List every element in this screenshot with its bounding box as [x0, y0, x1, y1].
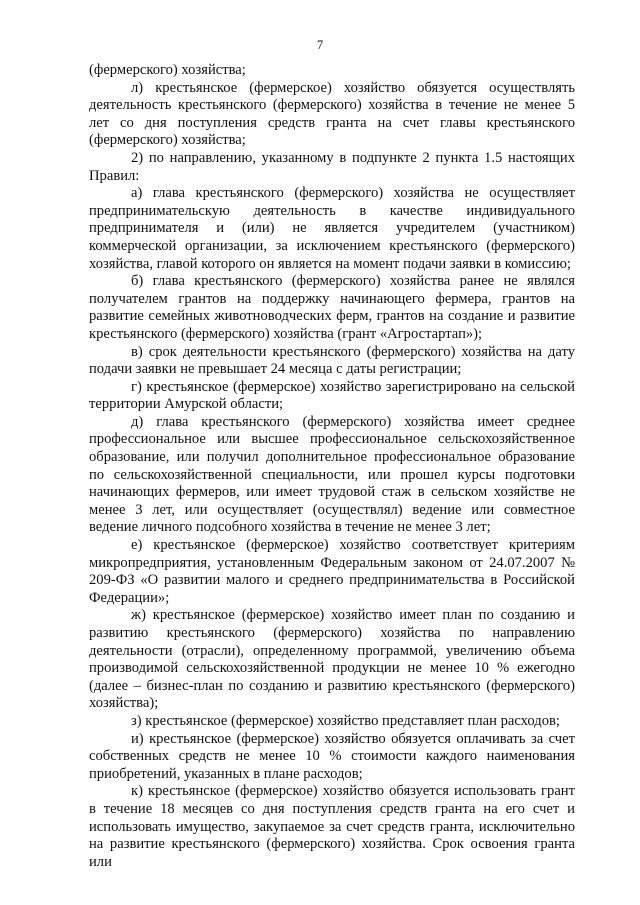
paragraph: 2) по направлению, указанному в подпункте 2 пункта 1.5 настоящих Правил: [89, 149, 575, 184]
paragraph: и) крестьянское (фермерское) хозяйство обязуется оплачивать за счет собственных средств не менее 10 % стоимости каждого наименования приобретений, указанных в плане расходов; [89, 730, 575, 782]
document-body [89, 62, 575, 871]
paragraph: ж) крестьянское (фермерское) хозяйство имеет план по созданию и развитию крестьянского (фермерского) хозяйства по направлению деятельности (отрасли), определенному программой, увеличению объема производимой сельскохозяйственной продукции не менее 10 % ежегодно (далее – бизнес-план по созданию и развитию крестьянского (фермерского) хозяйства); [89, 607, 575, 712]
paragraph: л) крестьянское (фермерское) хозяйство обязуется осуществлять деятельность крестьянского (фермерского) хозяйства в течение не менее 5 лет со дня поступления средств гранта на счет главы крестьянского (фермерского) хозяйства; [89, 79, 575, 149]
paragraph: в) срок деятельности крестьянского (фермерского) хозяйства на дату подачи заявки не превышает 24 месяца с даты регистрации; [89, 343, 575, 378]
paragraph: г) крестьянское (фермерское) хозяйство зарегистрировано на сельской территории Амурской области; [89, 378, 575, 413]
paragraph: б) глава крестьянского (фермерского) хозяйства ранее не являлся получателем грантов на поддержку начинающего фермера, грантов на развитие семейных животноводческих ферм, грантов на создание и развитие крестьянского (фермерского) хозяйства (грант «Агростартап»); [89, 273, 575, 342]
paragraph: д) глава крестьянского (фермерского) хозяйства имеет среднее профессиональное или высшее профессиональное сельскохозяйственное образование, или получил дополнительное профессиональное образование по сельскохозяйственной специальности, или прошел курсы подготовки начинающих фермеров, или имеет трудовой стаж в сельском хозяйстве не менее 3 лет, или осуществляет (осуществлял) ведение или совместное ведение личного подсобного хозяйства в течение не менее 3 лет; [89, 413, 575, 536]
paragraph: а) глава крестьянского (фермерского) хозяйства не осуществляет предпринимательскую деятельность в качестве индивидуального предпринимателя и (или) не является учредителем (участником) коммерческой организации, за исключением крестьянского (фермерского) хозяйства, главой которого он является на момент подачи заявки в комиссию; [89, 185, 575, 272]
paragraph: з) крестьянское (фермерское) хозяйство представляет план расходов; [131, 712, 560, 729]
paragraph: е) крестьянское (фермерское) хозяйство соответствует критериям микропредприятия, установленным Федеральным законом от 24.07.2007 № 209-ФЗ «О развитии малого и среднего предпринимательства в Российской Федерации»; [89, 537, 575, 606]
paragraph: к) крестьянское (фермерское) хозяйство обязуется использовать грант в течение 18 месяцев со дня поступления средств гранта на его счет и использовать имущество, закупаемое за счет средств гранта, исключительно на развитие крестьянского (фермерского) хозяйства. Срок освоения гранта или [89, 783, 575, 870]
page-number: 7 [316, 38, 324, 52]
paragraph: (фермерского) хозяйства; [89, 62, 246, 78]
